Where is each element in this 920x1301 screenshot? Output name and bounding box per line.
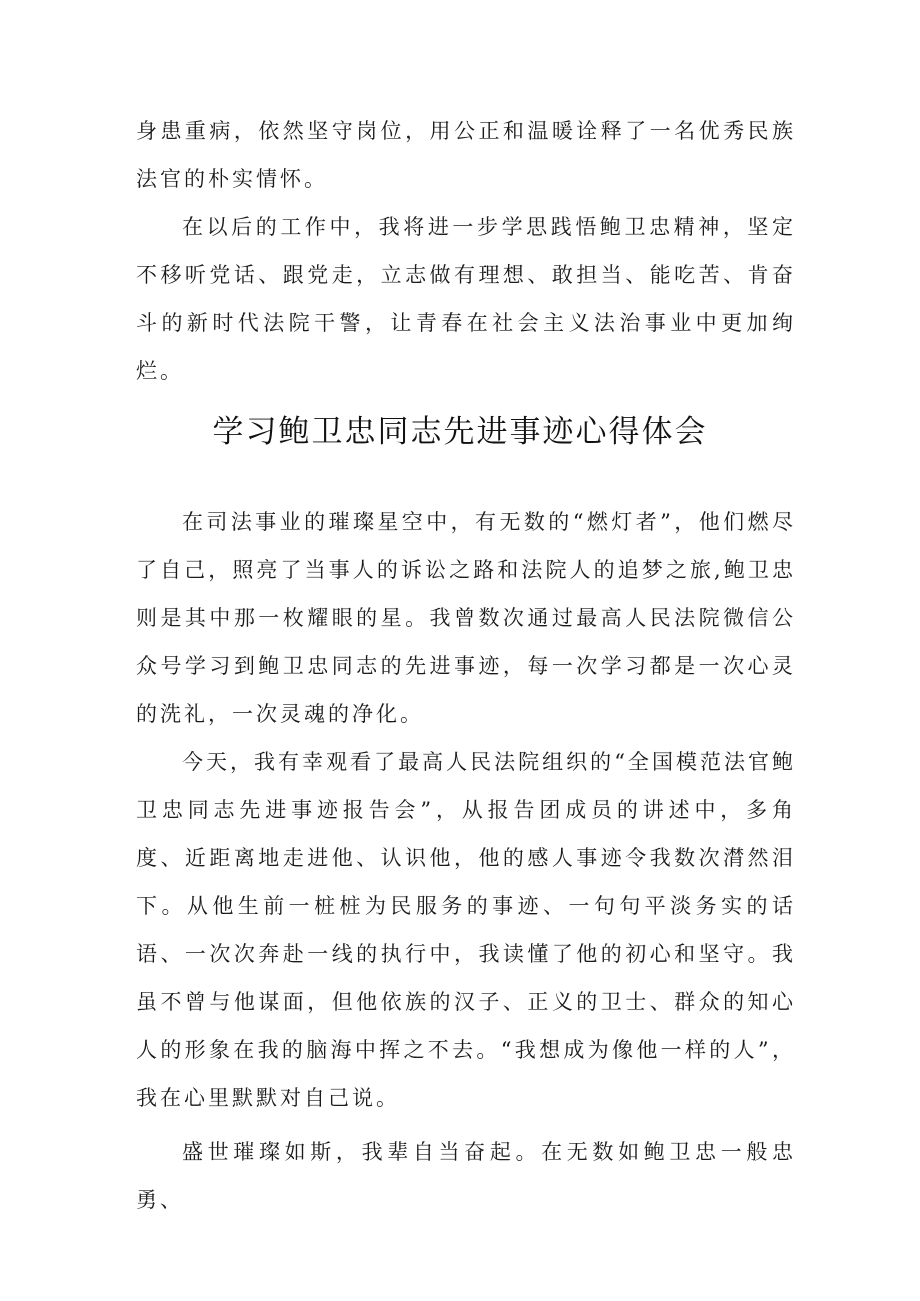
paragraph-future-work: 在以后的工作中，我将进一步学思践悟鲍卫忠精神，坚定不移听党话、跟党走，立志做有理想、敢担当、能吃苦、肯奋斗的新时代法院干警，让青春在社会主义法治事业中更加绚烂。 bbox=[136, 215, 796, 383]
article-title: 学习鲍卫忠同志先进事迹心得体会 bbox=[212, 414, 708, 450]
paragraph-continued: 身患重病，依然坚守岗位，用公正和温暖诠释了一名优秀民族法官的朴实情怀。 bbox=[136, 119, 796, 191]
paragraph-intro: 在司法事业的璀璨星空中，有无数的“燃灯者”，他们燃尽了自己，照亮了当事人的诉讼之路和法院人的追梦之旅,鲍卫忠则是其中那一枚耀眼的星。我曾数次通过最高人民法院微信公众号学习到鲍卫忠同志的先进事迹，每一次学习都是一次心灵的洗礼，一次灵魂的净化。 bbox=[136, 510, 796, 726]
paragraph-prosperous-era: 盛世璀璨如斯，我辈自当奋起。在无数如鲍卫忠一般忠勇、 bbox=[136, 1140, 796, 1212]
paragraph-report-meeting: 今天，我有幸观看了最高人民法院组织的“全国模范法官鲍卫忠同志先进事迹报告会”，从报告团成员的讲述中，多角度、近距离地走进他、认识他，他的感人事迹令我数次潸然泪下。从他生前一桩桩为民服务的事迹、一句句平淡务实的话语、一次次奔赴一线的执行中，我读懂了他的初心和坚守。我虽不曾与他谋面，但他依族的汉子、正义的卫士、群众的知心人的形象在我的脑海中挥之不去。“我想成为像他一样的人”，我在心里默默对自己说。 bbox=[136, 750, 796, 1110]
